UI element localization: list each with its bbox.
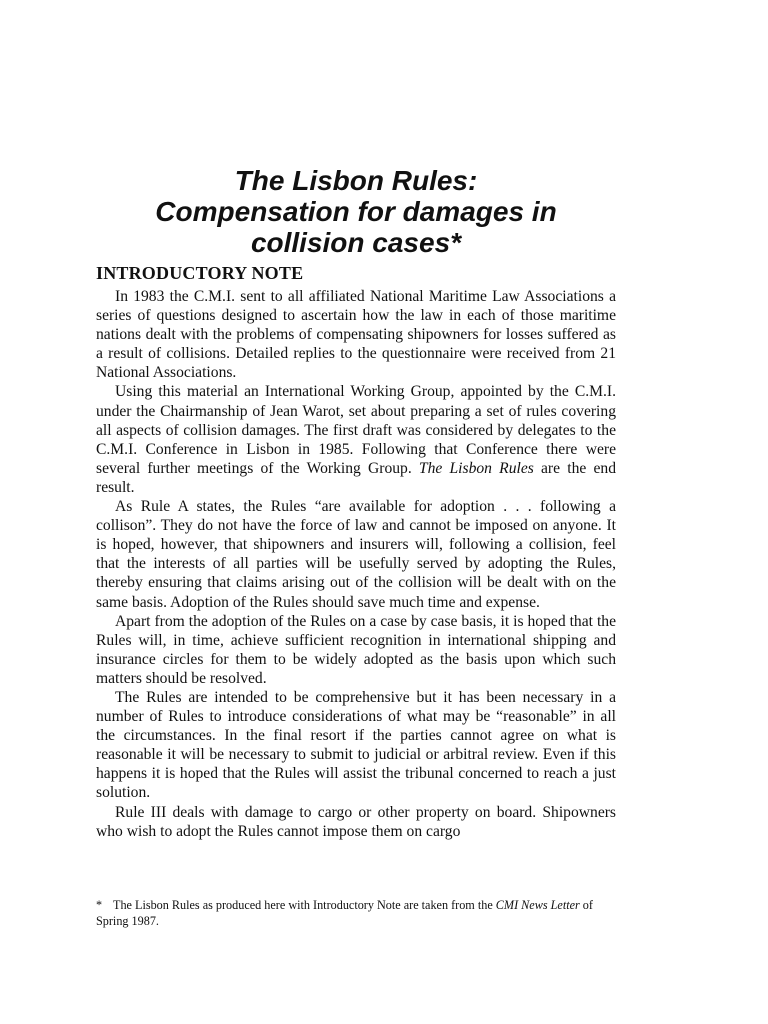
paragraph-6: Rule III deals with damage to cargo or other property on board. Shipowners who wish to adopt the Rules cannot impose them on cargo [96,803,616,840]
footnote [96,898,616,929]
paragraph-2-italic-title: The Lisbon Rules [418,459,534,477]
paragraph-2-text-b: are the end result. [96,459,616,496]
title-footnote-marker: * [450,227,462,258]
document-title [96,165,616,258]
footnote-marker: * [96,898,103,912]
footnote-text-a: The Lisbon Rules as produced here with Introductory Note are taken from the [113,898,496,912]
title-line-2: Compensation for damages in [155,196,557,227]
title-line-3-text: collision cases [250,227,451,258]
paragraph-3: As Rule A states, the Rules “are available for adoption . . . following a collison”. They do not have the force of law and cannot be imposed on anyone. It is hoped, however, that shipowners and insurers will, following a collision, feel that the interests of all parties will be usefully served by adopting the Rules, thereby ensuring that claims arising out of the collision will be dealt with on the same basis. Adoption of the Rules should save much time and expense. [96,498,616,611]
title-line-3 [96,227,616,258]
paragraph-2 [96,382,616,497]
body-text [96,287,616,841]
section-heading: INTRODUCTORY NOTE [96,263,304,283]
paragraph-5: The Rules are intended to be comprehensive but it has been necessary in a number of Rules to introduce considerations of what may be “reasonable” in all the circumstances. In the final resort if the parties cannot agree on what is reasonable it will be necessary to submit to judicial or arbitral review. Even if this happens it is hoped that the Rules will assist the tribunal concerned to reach a just solution. [96,688,616,802]
title-line-1: The Lisbon Rules: [234,165,478,196]
footnote-text-b: of Spring 1987. [96,898,593,928]
paragraph-2-text-a: Using this material an International Working Group, appointed by the C.M.I. under the Chairmanship of Jean Warot, set about preparing a set of rules covering all aspects of collision damages. The first draft was considered by delegates to the C.M.I. Conference in Lisbon in 1985. Following that Conference there were several further meetings of the Working Group. [96,383,616,477]
footnote-italic-source: CMI News Letter [495,898,580,912]
paragraph-1: In 1983 the C.M.I. sent to all affiliated National Maritime Law Associations a series of questions designed to ascertain how the law in each of those maritime nations dealt with the problems of compensating shipowners for losses suffered as a result of collisions. Detailed replies to the questionnaire were received from 21 National Associations. [96,288,616,382]
paragraph-4: Apart from the adoption of the Rules on a case by case basis, it is hoped that the Rules will, in time, achieve sufficient recognition in international shipping and insurance circles for them to be widely adopted as the basis upon which such matters should be resolved. [96,612,616,687]
